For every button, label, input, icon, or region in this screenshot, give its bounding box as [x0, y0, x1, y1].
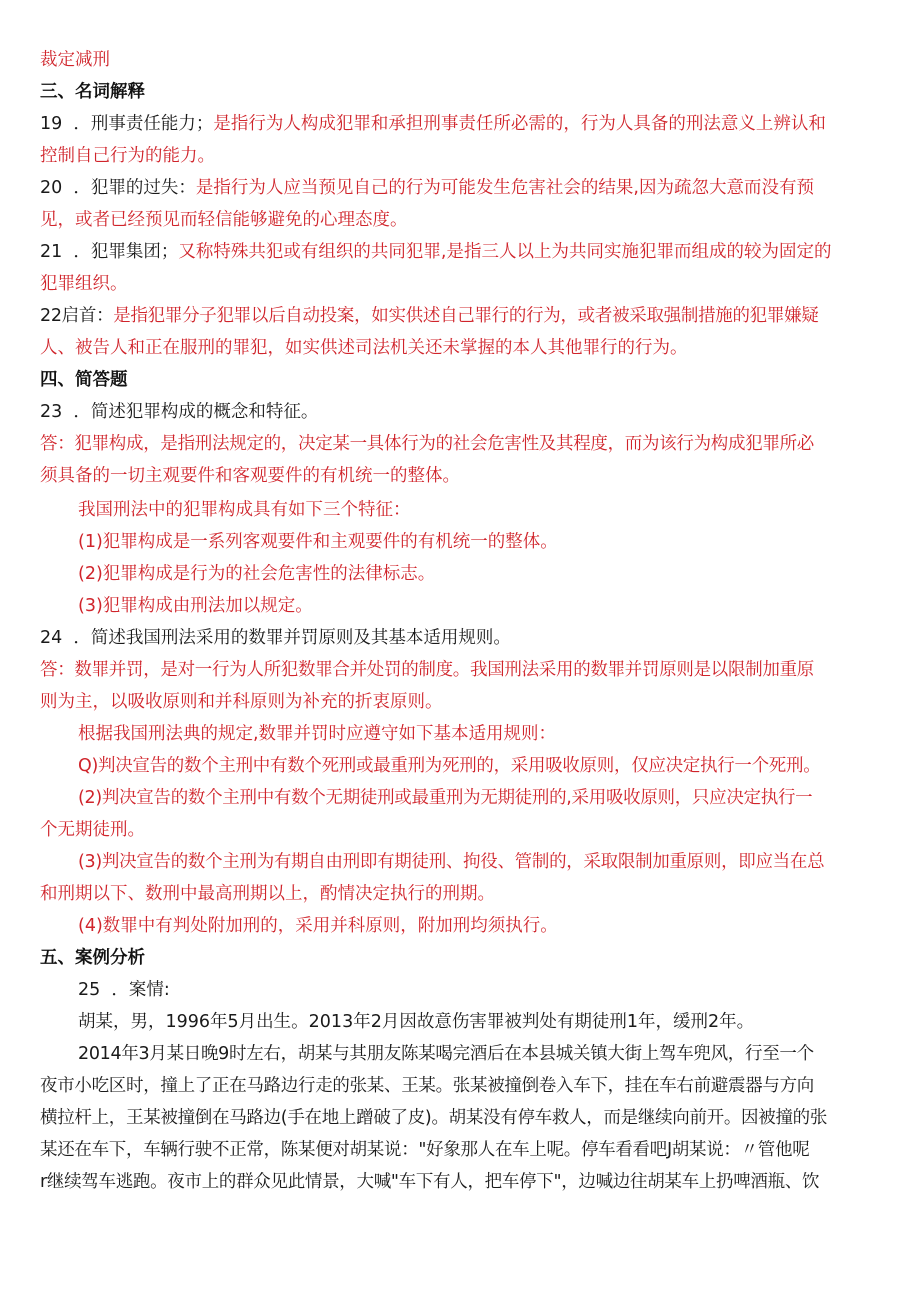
answer-24-line-7: (3)判决宣告的数个主刑为有期自由刑即有期徒刑、拘役、管制的，采取限制加重原则，即应当在总: [78, 852, 825, 872]
answer-24-line-3: 根据我国刑法典的规定,数罪并罚时应遵守如下基本适用规则：: [78, 724, 557, 744]
term-20-number: 20: [40, 178, 63, 198]
answer-24-line-1: 答：数罪并罚，是对一行为人所犯数罪合并处罚的制度。我国刑法采用的数罪并罚原则是以限制加重原: [40, 660, 814, 680]
answer-24-line-6: 个无期徒刑。: [40, 820, 145, 840]
answer-23-line-5: (2)犯罪构成是行为的社会危害性的法律标志。: [78, 564, 436, 584]
term-21-number: 21: [40, 242, 63, 262]
term-21-line-2: 犯罪组织。: [40, 274, 128, 294]
answer-24-line-5: (2)判决宣告的数个主刑中有数个无期徒刑或最重刑为无期徒刑的,采用吸收原则，只应决定执行一: [78, 788, 813, 808]
term-20-term: ．犯罪的过失：: [73, 178, 196, 198]
document-page: [40, 44, 882, 1198]
case-paragraph-2-line-4: 某还在车下，车辆行驶不正常，陈某便对胡某说："好象那人在车上呢。停车看看吧J胡某说：〃管他呢: [40, 1140, 810, 1160]
answer-23-line-6: (3)犯罪构成由刑法加以规定。: [78, 596, 313, 616]
case-paragraph-2-line-5: r继续驾车逃跑。夜市上的群众见此情景，大喊"车下有人，把车停下"，边喊边往胡某车上扔啤酒瓶、饮: [40, 1172, 820, 1192]
term-22-line-1: [40, 300, 882, 332]
question-23-text: ．简述犯罪构成的概念和特征。: [73, 402, 319, 422]
question-23: [40, 396, 882, 428]
question-24-text: ．简述我国刑法采用的数罪并罚原则及其基本适用规则。: [73, 628, 511, 648]
answer-23-line-2: 须具备的一切主观要件和客观要件的有机统一的整体。: [40, 466, 460, 486]
term-19-definition: 是指行为人构成犯罪和承担刑事责任所必需的，行为人具备的刑法意义上辨认和: [213, 114, 826, 134]
term-21-line-1: [40, 236, 882, 268]
section-heading-case-analysis: 五、案例分析: [40, 948, 145, 968]
answer-24-line-8: 和刑期以下、数刑中最高刑期以上，酌情决定执行的刑期。: [40, 884, 495, 904]
case-paragraph-2-line-1: 2014年3月某日晚9时左右，胡某与其朋友陈某喝完酒后在本县城关镇大街上驾车兜风，行至一个: [78, 1044, 814, 1064]
case-paragraph-2-line-2: 夜市小吃区时，撞上了正在马路边行走的张某、王某。张某被撞倒卷入车下，挂在车右前避震器与方向: [40, 1076, 814, 1096]
case-paragraph-2-line-3: 横拉杆上，王某被撞倒在马路边(手在地上蹭破了皮)。胡某没有停车救人，而是继续向前开。因被撞的张: [40, 1108, 828, 1128]
answer-24-line-2: 则为主，以吸收原则和并科原则为补充的折衷原则。: [40, 692, 443, 712]
term-22-definition: 是指犯罪分子犯罪以后自动投案，如实供述自己罪行的行为，或者被采取强制措施的犯罪嫌疑: [113, 306, 819, 326]
term-22-line-2: 人、被告人和正在服刑的罪犯，如实供述司法机关还未掌握的本人其他罪行的行为。: [40, 338, 688, 358]
term-19-term: ．刑事责任能力；: [73, 114, 214, 134]
top-fragment: 裁定减刑: [40, 50, 110, 70]
answer-23-line-3: 我国刑法中的犯罪构成具有如下三个特征：: [78, 500, 411, 520]
question-23-number: 23: [40, 402, 63, 422]
term-20-line-2: 见，或者已经预见而轻信能够避免的心理态度。: [40, 210, 408, 230]
answer-24-line-4: Q)判决宣告的数个主刑中有数个死刑或最重刑为死刑的，采用吸收原则，仅应决定执行一个死刑。: [78, 756, 821, 776]
term-20-definition: 是指行为人应当预见自己的行为可能发生危害社会的结果,因为疏忽大意而没有预: [195, 178, 814, 198]
term-20-line-1: [40, 172, 882, 204]
case-25-label: ．案情:: [111, 980, 170, 1000]
answer-23-line-4: (1)犯罪构成是一系列客观要件和主观要件的有机统一的整体。: [78, 532, 558, 552]
term-21-term: ．犯罪集团；: [73, 242, 179, 262]
answer-24-line-9: (4)数罪中有判处附加刑的，采用并科原则，附加刑均须执行。: [78, 916, 558, 936]
question-24-number: 24: [40, 628, 63, 648]
term-19-number: 19: [40, 114, 63, 134]
case-25-number: 25: [78, 980, 101, 1000]
term-19-line-2: 控制自己行为的能力。: [40, 146, 215, 166]
term-22-term: 22启首：: [40, 306, 114, 326]
term-21-definition: 又称特殊共犯或有组织的共同犯罪,是指三人以上为共同实施犯罪而组成的较为固定的: [178, 242, 832, 262]
term-19-line-1: [40, 108, 882, 140]
question-24: [40, 622, 882, 654]
case-25-header: [40, 974, 882, 1006]
section-heading-short-answer: 四、简答题: [40, 370, 128, 390]
answer-23-line-1: 答：犯罪构成，是指刑法规定的，决定某一具体行为的社会危害性及其程度，而为该行为构成犯罪所必: [40, 434, 814, 454]
section-heading-terms: 三、名词解释: [40, 82, 145, 102]
case-paragraph-1: 胡某，男，1996年5月出生。2013年2月因故意伤害罪被判处有期徒刑1年，缓刑2年。: [78, 1012, 755, 1032]
